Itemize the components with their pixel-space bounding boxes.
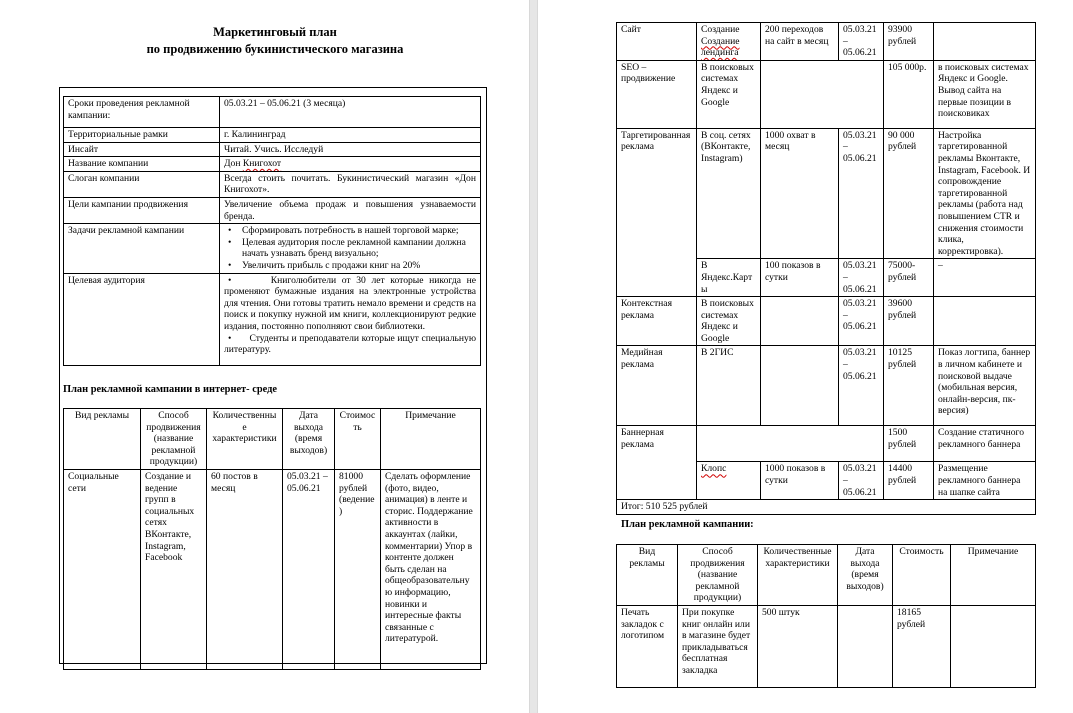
table-row [64, 157, 481, 172]
cell-qty: 500 штук [758, 605, 838, 687]
list-item: • Сформировать потребность в нашей торговой марке; [224, 225, 476, 237]
info-label: Территориальные рамки [64, 128, 220, 143]
column-header: Способ продвижения (название рекламной продукции) [141, 409, 207, 470]
offline-plan-table [616, 544, 1036, 688]
info-label: Слоган компании [64, 171, 220, 197]
table-total-row [617, 500, 1036, 515]
column-header: Дата выхода (время выходов) [838, 545, 893, 606]
cell-method: Создание Создание лендинга [697, 23, 761, 61]
info-label: Инсайт [64, 142, 220, 157]
cell-note [934, 23, 1036, 61]
document-page-1 [0, 0, 530, 713]
column-header: Стоимость [893, 545, 951, 606]
cell-method [697, 462, 761, 500]
table-row [64, 273, 481, 365]
table-row [64, 142, 481, 157]
cell-note: Настройка таргетированной рекламы Вконтакте, Instagram, Facebook. И сопровождение таргетированной рекламы (работа над повышением CTR и снижения стоимости клика, корректировка). [934, 128, 1036, 259]
table-row [64, 197, 481, 223]
cell-date: 05.03.21 – 05.06.21 [839, 128, 884, 259]
cell-method: Создание и ведение групп в социальных сетях ВКонтакте, Instagram, Facebook [141, 469, 207, 669]
column-header: Способ продвижения (название рекламной продукции) [678, 545, 758, 606]
column-header: Вид рекламы [617, 545, 678, 606]
method-text: Создание лендинга [701, 35, 740, 59]
internet-plan-table-continued [616, 22, 1036, 515]
info-value: Дон Книгохот [220, 157, 481, 172]
cell-qty: 1000 охват в месяц [761, 128, 839, 259]
cell-note: Создание статичного рекламного баннера [934, 426, 1036, 462]
cell-cost: 105 000р. [884, 60, 934, 128]
info-value: г. Калининград [220, 128, 481, 143]
title-line-2: по продвижению букинистического магазина [146, 42, 404, 56]
list-item: • Целевая аудитория после рекламной кампании должна начать узнавать бренд визуально; [224, 237, 476, 260]
cell-note: Размещение рекламного баннера на шапке сайта [934, 462, 1036, 500]
cell-type: Социальные сети [64, 469, 141, 669]
campaign-info-table [63, 96, 481, 366]
info-value: Увеличение объема продаж и повышения узнаваемости бренда. [220, 197, 481, 223]
cell-cost: 14400 рублей [884, 462, 934, 500]
cell-cost: 39600 рублей [884, 297, 934, 346]
table-row [617, 346, 1036, 426]
document-title [60, 24, 490, 58]
cell-method: При покупке книг онлайн или в магазине будет прикладываться бесплатная закладка [678, 605, 758, 687]
cell-qty: 200 переходов на сайт в месяц [761, 23, 839, 61]
cell-cost: 1500 рублей [884, 426, 934, 462]
cell-date: 05.03.21 – 05.06.21 [839, 346, 884, 426]
tasks-list [224, 225, 476, 271]
section-title-internet: План рекламной кампании в интернет- среде [63, 384, 277, 395]
cell-note: в поисковых системах Яндекс и Google. Вывод сайта на первые позиции в поисковиках [934, 60, 1036, 128]
cell-note: – [934, 259, 1036, 297]
table-row [64, 469, 481, 669]
info-label: Цели кампании продвижения [64, 197, 220, 223]
cell-note: Показ логтипа, баннер в личном кабинете и поисковой выдаче (мобильная версия, онлайн-версия, пк-версия) [934, 346, 1036, 426]
info-value [220, 224, 481, 273]
column-header: Дата выхода (время выходов) [283, 409, 335, 470]
cell-method: В поисковых системах Яндекс и Google [697, 297, 761, 346]
cell-qty: 60 постов в месяц [207, 469, 283, 669]
cell-cost: 93900 рублей [884, 23, 934, 61]
table-header-row [64, 409, 481, 470]
cell-note [934, 297, 1036, 346]
info-label: Целевая аудитория [64, 273, 220, 365]
cell-qty [761, 297, 839, 346]
audience-text: Студенты и преподаватели которые ищут специальную литературу. [224, 332, 476, 356]
info-value: 05.03.21 – 05.06.21 (3 месяца) [220, 97, 481, 128]
cell-qty: 1000 показов в сутки [761, 462, 839, 500]
cell-type: Медийная реклама [617, 346, 697, 426]
cell-cost: 75000-рублей [884, 259, 934, 297]
info-label: Название компании [64, 157, 220, 172]
column-header: Стоимость [335, 409, 381, 470]
audience-item: • Студенты и преподаватели которые ищут специальную литературу. [224, 332, 476, 356]
info-label: Сроки проведения рекламной кампании: [64, 97, 220, 128]
table-row [617, 128, 1036, 259]
method-text: Клопс [701, 463, 727, 475]
cell-date: 05.03.21 – 05.06.21 [283, 469, 335, 669]
column-header: Количественные характеристики [758, 545, 838, 606]
cell-qty: 100 показов в сутки [761, 259, 839, 297]
table-row [617, 605, 1036, 687]
cell-cost: 18165 рублей [893, 605, 951, 687]
cell-date: 05.03.21 – 05.06.21 [839, 259, 884, 297]
total-cost: Итог: 510 525 рублей [617, 500, 1036, 515]
section-title-offline: План рекламной кампании: [621, 519, 754, 530]
table-row [64, 97, 481, 128]
cell-cost: 81000 рублей (ведение) [335, 469, 381, 669]
column-header: Примечание [381, 409, 481, 470]
info-value: Читай. Учись. Исследуй [220, 142, 481, 157]
cell-date [838, 605, 893, 687]
page-gap [530, 0, 537, 713]
column-header: Примечание [951, 545, 1036, 606]
info-value: Всегда стоить почитать. Букинистический магазин «Дон Книгохот». [220, 171, 481, 197]
table-header-row [617, 545, 1036, 606]
info-label: Задачи рекламной кампании [64, 224, 220, 273]
cell-note [951, 605, 1036, 687]
cell-type: SEO – продвижение [617, 60, 697, 128]
cell-method: В поисковых системах Яндекс и Google [697, 60, 761, 128]
table-row [64, 224, 481, 273]
list-item: • Увеличить прибыль с продажи книг на 20% [224, 260, 476, 272]
table-row [617, 297, 1036, 346]
cell-method: В 2ГИС [697, 346, 761, 426]
internet-plan-table [63, 408, 481, 670]
cell-type: Сайт [617, 23, 697, 61]
cell-type: Печать закладок с логотипом [617, 605, 678, 687]
cell-method [697, 426, 884, 462]
cell-note: Сделать оформление (фото, видео, анимация) в ленте и сторис. Поддержание активности в аккаунтах (лайки, комментарии) Упор в контенте должен быть сделан на общеобразовательную информацию, новинки и интересные факты связанные с литературой. [381, 469, 481, 669]
title-line-1: Маркетинговый план [213, 25, 337, 39]
column-header: Количественные характеристики [207, 409, 283, 470]
audience-item: • Книголюбители от 30 лет которые никогда не променяют бумажные издания на электронные устройства для чтения. Они готовы тратить немало времени и средств на поиск и покупку нужной им книги, коллекционируют редкие издания, постоянно пополняют свои библиотеки. [224, 274, 476, 332]
column-header: Вид рекламы [64, 409, 141, 470]
info-value [220, 273, 481, 365]
cell-date: 05.03.21 – 05.06.21 [839, 297, 884, 346]
cell-date: 05.03.21 – 05.06.21 [839, 462, 884, 500]
cell-type: Таргетированная реклама [617, 128, 697, 296]
table-row [617, 426, 1036, 462]
cell-qty [761, 346, 839, 426]
table-row [617, 23, 1036, 61]
cell-date: 05.03.21 – 05.06.21 [839, 23, 884, 61]
company-name-word: Книгохот [242, 158, 282, 170]
cell-cost: 10125 рублей [884, 346, 934, 426]
cell-method: В соц. сетях (ВКонтакте, Instagram) [697, 128, 761, 259]
table-row [64, 128, 481, 143]
cell-type: Контекстная реклама [617, 297, 697, 346]
cell-qty [761, 60, 884, 128]
cell-type: Баннерная реклама [617, 426, 697, 500]
table-row [617, 60, 1036, 128]
cell-method: В Яндекс.Карты [697, 259, 761, 297]
audience-text: Книголюбители от 30 лет которые никогда не променяют бумажные издания на электронные устройства для чтения. Они готовы тратить немало времени и средств на поиск и покупку нужной им книги, коллекционируют редкие издания, постоянно пополняют свои библиотеки. [224, 274, 476, 332]
table-row [64, 171, 481, 197]
cell-cost: 90 000 рублей [884, 128, 934, 259]
